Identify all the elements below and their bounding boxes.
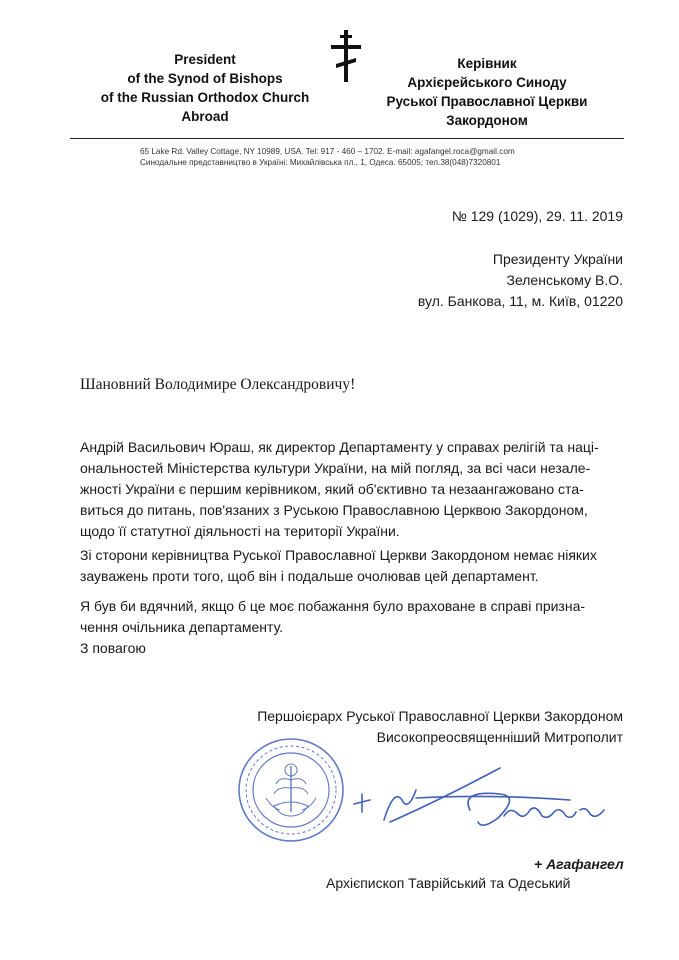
handwritten-signature [350,760,620,840]
signatory-role: Архієпископ Таврійський та Одеський [326,875,571,891]
letterhead-english-line: of the Russian Orthodox Church [100,90,310,105]
recipient-address: вул. Банкова, 11, м. Київ, 01220 [417,293,623,309]
letterhead-english [70,50,340,126]
letterhead-english-line: Abroad [181,109,229,124]
letterhead-ukrainian-line: Закордоном [446,113,528,128]
body-paragraph-3 [80,596,632,638]
body-line: Андрій Васильович Юраш, як директор Департаменту у справах релігій та наці- [80,439,599,455]
body-line: ональностей Міністерства культури України, на мій погляд, за всі часи незале- [80,460,591,476]
body-line: жності України є першим керівником, який об'єктивно та незаангажовано ста- [80,481,584,497]
closing-phrase: З повагою [80,640,146,656]
letterhead-address [140,146,600,168]
body-paragraph-2 [80,545,632,587]
letterhead-ukrainian-line: Керівник [457,56,517,71]
document-reference: № 129 (1029), 29. 11. 2019 [451,208,623,224]
letterhead-english-line: of the Synod of Bishops [127,71,283,86]
body-line: виться до питань, пов'язаних з Руською Православною Церквою Закордоном, [80,502,588,518]
address-line-ukraine: Синодальне представництво в Україні: Михайлівська пл., 1, Одеса. 65005; тел.38(048)7320801 [140,158,501,167]
signatory-title-line: Високопреосвященніший Митрополит [376,729,623,745]
body-line: чення очільника департаменту. [80,619,284,635]
body-line: зауважень проти того, щоб він і подальше очолював цей департамент. [80,568,539,584]
address-line-usa: 65 Lake Rd. Valley Cottage, NY 10989, USA. Tel: 917 - 460 – 1702. E-mail: agafangel.roca@gmail.com [140,147,515,156]
recipient-block [418,249,623,312]
letterhead-ukrainian-line: Архієрейського Синоду [407,75,567,90]
official-seal-stamp [236,736,346,844]
greeting: Шановний Володимире Олександровичу! [80,376,356,393]
body-line: Зі сторони керівництва Руської Православної Церкви Закордоном немає ніяких [80,547,597,563]
letterhead-ukrainian-line: Руської Православної Церкви [386,94,588,109]
body-paragraph-1 [80,437,632,542]
letterhead-english-line: President [174,52,236,67]
body-line: Я був би вдячний, якщо б це моє побажання було враховане в справі призна- [80,598,586,614]
recipient-title: Президенту України [492,251,623,267]
signatory-name: + Агафангел [534,856,624,872]
body-line: щодо її статутної діяльності на території України. [80,523,400,539]
letterhead-divider [70,138,624,139]
recipient-name: Зеленському В.О. [506,272,623,288]
signatory-title-line: Першоієрарх Руської Православної Церкви Закордоном [257,708,623,724]
letterhead-ukrainian [358,54,616,130]
